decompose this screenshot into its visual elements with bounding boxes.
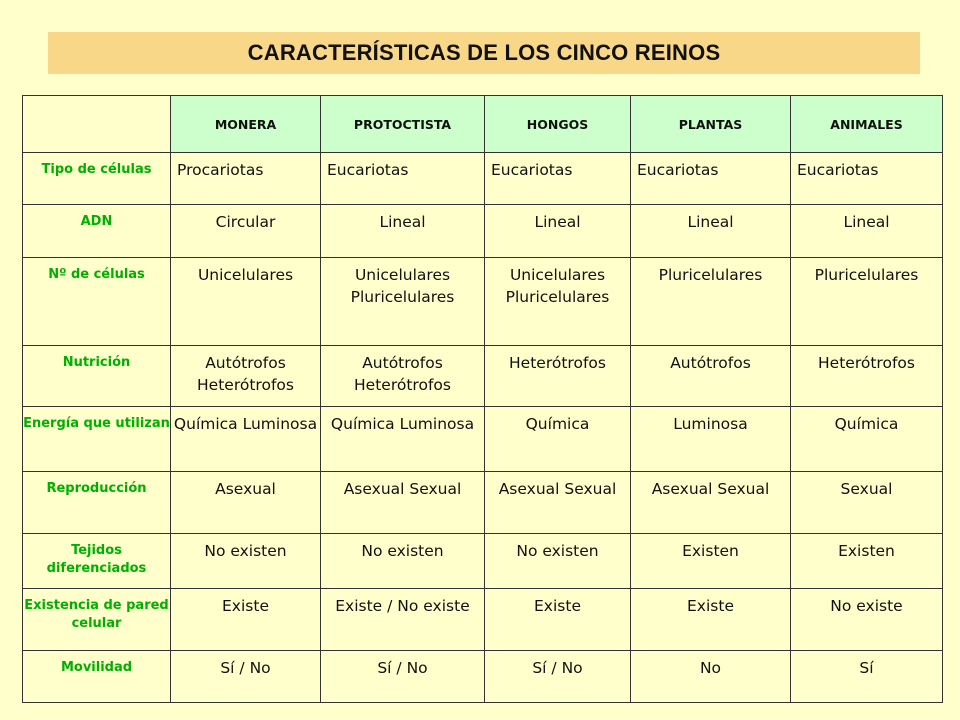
table-row-reproduccion — [23, 472, 943, 534]
column-header-hongos: HONGOS — [485, 96, 631, 153]
table-row-nutricion — [23, 346, 943, 407]
table-cell: Sí / No — [485, 651, 631, 703]
table-cell: Pluricelulares — [631, 258, 791, 346]
table-cell: Lineal — [321, 205, 485, 258]
table-cell: Eucariotas — [485, 153, 631, 205]
table-cell: Eucariotas — [321, 153, 485, 205]
row-label: Nº de células — [23, 258, 171, 346]
column-header-animales: ANIMALES — [791, 96, 943, 153]
row-label: Movilidad — [23, 651, 171, 703]
table-cell: Asexual Sexual — [321, 472, 485, 534]
table-cell: Existe — [171, 589, 321, 651]
table-cell: Química — [485, 407, 631, 472]
table-cell: Lineal — [485, 205, 631, 258]
table-cell: No existe — [791, 589, 943, 651]
table-cell: Circular — [171, 205, 321, 258]
table-cell: Unicelulares Pluricelulares — [321, 258, 485, 346]
table-cell: Sí — [791, 651, 943, 703]
kingdoms-table — [22, 95, 943, 703]
table-cell: Existe — [631, 589, 791, 651]
table-cell: Asexual Sexual — [631, 472, 791, 534]
header-row — [23, 96, 943, 153]
table-cell: Química — [791, 407, 943, 472]
table-cell: No existen — [171, 534, 321, 589]
row-label: Reproducción — [23, 472, 171, 534]
row-label: Tejidos diferenciados — [23, 534, 171, 589]
header-corner — [23, 96, 171, 153]
table-cell: Existen — [791, 534, 943, 589]
row-label: Tipo de células — [23, 153, 171, 205]
table-cell: Unicelulares Pluricelulares — [485, 258, 631, 346]
table-row-movilidad — [23, 651, 943, 703]
table-cell: Existe — [485, 589, 631, 651]
title-bar — [48, 32, 920, 74]
table-cell: Asexual — [171, 472, 321, 534]
table-row-num-celulas — [23, 258, 943, 346]
row-label: ADN — [23, 205, 171, 258]
column-header-monera: MONERA — [171, 96, 321, 153]
row-label: Existencia de pared celular — [23, 589, 171, 651]
page-title: CARACTERÍSTICAS DE LOS CINCO REINOS — [247, 40, 721, 65]
table-cell: Química Luminosa — [321, 407, 485, 472]
table-cell: Autótrofos — [631, 346, 791, 407]
table-cell: Procariotas — [171, 153, 321, 205]
table-cell: Sí / No — [321, 651, 485, 703]
table-row-adn — [23, 205, 943, 258]
table-row-tejidos — [23, 534, 943, 589]
table-cell: No existen — [485, 534, 631, 589]
table-row-energia — [23, 407, 943, 472]
table-row-tipo-celulas — [23, 153, 943, 205]
table-cell: Lineal — [631, 205, 791, 258]
table-cell: Unicelulares — [171, 258, 321, 346]
table-cell: No existen — [321, 534, 485, 589]
table-cell: Eucariotas — [631, 153, 791, 205]
row-label: Energía que utilizan — [23, 407, 171, 472]
table-cell: Eucariotas — [791, 153, 943, 205]
table-cell: Autótrofos Heterótrofos — [171, 346, 321, 407]
column-header-plantas: PLANTAS — [631, 96, 791, 153]
table-row-pared-celular — [23, 589, 943, 651]
table-cell: Existe / No existe — [321, 589, 485, 651]
table-cell: No — [631, 651, 791, 703]
table-cell: Luminosa — [631, 407, 791, 472]
table-cell: Química Luminosa — [171, 407, 321, 472]
table-cell: Existen — [631, 534, 791, 589]
column-header-protoctista: PROTOCTISTA — [321, 96, 485, 153]
row-label: Nutrición — [23, 346, 171, 407]
table-cell: Pluricelulares — [791, 258, 943, 346]
table-cell: Sí / No — [171, 651, 321, 703]
table-cell: Heterótrofos — [485, 346, 631, 407]
table-cell: Asexual Sexual — [485, 472, 631, 534]
table-cell: Autótrofos Heterótrofos — [321, 346, 485, 407]
table-cell: Lineal — [791, 205, 943, 258]
table-cell: Sexual — [791, 472, 943, 534]
table-cell: Heterótrofos — [791, 346, 943, 407]
